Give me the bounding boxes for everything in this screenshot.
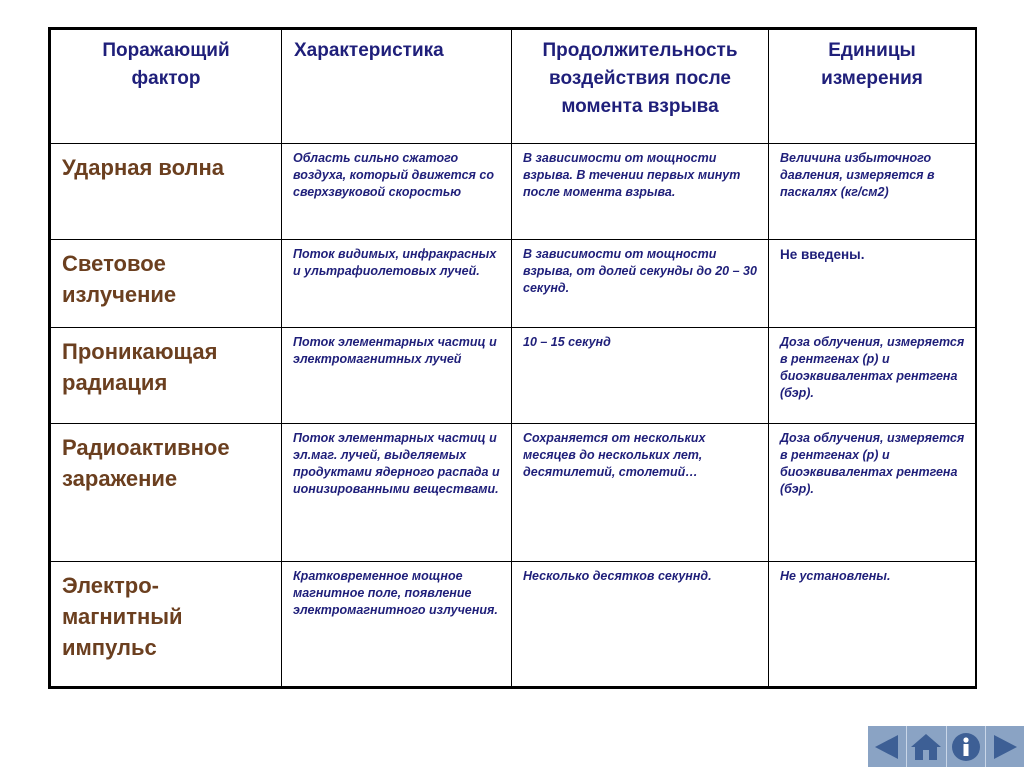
table-row [51,424,976,562]
table-row [51,144,976,240]
table-row [51,562,976,687]
info-icon [950,731,982,763]
units-cell: Не установлены. [769,562,976,687]
table-row [51,328,976,424]
units-cell: Доза облучения, измеряется в рентгенах (р) и биоэквивалентах рентгена (бэр). [769,328,976,424]
arrow-left-icon [872,732,902,762]
header-characteristic: Характеристика [282,30,512,144]
characteristic-cell: Кратковременное мощное магнитное поле, появление электромагнитного излучения. [282,562,512,687]
characteristic-cell: Область сильно сжатого воздуха, который движется со сверхзвуковой скоростью [282,144,512,240]
factor-cell: Радиоактивное заражение [51,424,282,562]
prev-slide-button[interactable] [868,726,906,767]
table-header-row [51,30,976,144]
characteristic-cell: Поток видимых, инфракрасных и ультрафиолетовых лучей. [282,240,512,328]
duration-cell: В зависимости от мощности взрыва, от долей секунды до 20 – 30 секунд. [512,240,769,328]
duration-cell: Сохраняется от нескольких месяцев до нескольких лет, десятилетий, столетий… [512,424,769,562]
header-units: Единицы измерения [769,30,976,144]
table-row [51,240,976,328]
duration-cell: В зависимости от мощности взрыва. В течении первых минут после момента взрыва. [512,144,769,240]
info-button[interactable] [946,726,985,767]
arrow-right-icon [990,732,1020,762]
units-cell: Доза облучения, измеряется в рентгенах (р) и биоэквивалентах рентгена (бэр). [769,424,976,562]
header-factor: Поражающий фактор [51,30,282,144]
units-cell: Величина избыточного давления, измеряется в паскалях (кг/см2) [769,144,976,240]
home-button[interactable] [906,726,945,767]
slide-navigation [868,726,1024,767]
characteristic-cell: Поток элементарных частиц и электромагнитных лучей [282,328,512,424]
units-cell: Не введены. [769,240,976,328]
next-slide-button[interactable] [985,726,1024,767]
factor-cell: Ударная волна [51,144,282,240]
hazard-factors-table-container [48,27,977,689]
header-duration: Продолжительность воздействия после момента взрыва [512,30,769,144]
duration-cell: Несколько десятков секуннд. [512,562,769,687]
factor-cell: Световое излучение [51,240,282,328]
characteristic-cell: Поток элементарных частиц и эл.маг. лучей, выделяемых продуктами ядерного распада и ионизированными веществами. [282,424,512,562]
hazard-factors-table [50,29,976,687]
factor-cell: Проникающая радиация [51,328,282,424]
duration-cell: 10 – 15 секунд [512,328,769,424]
home-icon [910,732,942,762]
factor-cell: Электро-магнитный импульс [51,562,282,687]
